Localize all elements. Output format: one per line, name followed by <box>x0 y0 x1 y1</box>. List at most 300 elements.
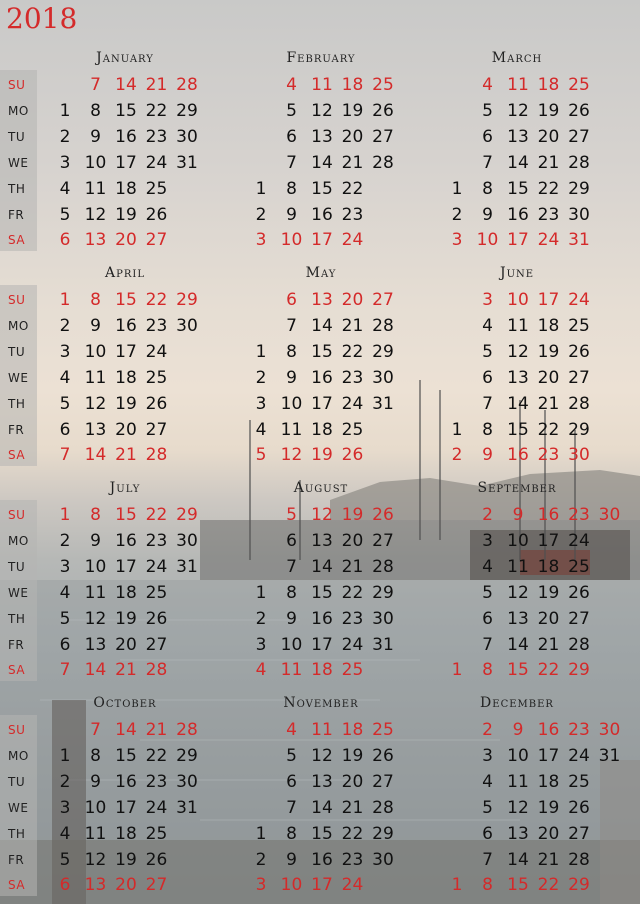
date-cell: 19 <box>115 608 137 629</box>
date-cell: 14 <box>84 660 107 681</box>
date-cell: 6 <box>286 290 297 310</box>
date-cell: 30 <box>598 505 621 525</box>
date-cell: 9 <box>90 530 101 551</box>
date-cell: 19 <box>537 341 560 362</box>
date-cell: 7 <box>286 556 297 577</box>
date-cell: 24 <box>341 230 364 251</box>
day-name-fr: FR <box>8 852 25 867</box>
date-cell: 18 <box>115 823 137 844</box>
date-cell: 11 <box>507 75 529 95</box>
date-cell: 11 <box>84 178 107 199</box>
day-name-sa: SA <box>8 233 26 248</box>
date-cell: 28 <box>176 75 198 95</box>
date-cell: 10 <box>280 634 303 655</box>
date-cell: 19 <box>115 204 137 225</box>
month-name-may: May <box>305 265 337 281</box>
date-cell: 2 <box>59 126 71 147</box>
date-cell: 3 <box>482 290 493 310</box>
date-cell: 11 <box>84 582 107 603</box>
date-cell: 28 <box>372 152 394 173</box>
date-cell: 22 <box>537 875 560 896</box>
date-cell: 22 <box>145 290 168 310</box>
date-cell: 13 <box>311 771 333 792</box>
date-cell: 24 <box>341 875 364 896</box>
date-cell: 6 <box>482 823 493 844</box>
date-cell: 15 <box>311 341 333 362</box>
date-cell: 17 <box>311 875 333 896</box>
date-cell: 31 <box>176 556 198 577</box>
date-cell: 7 <box>90 720 101 740</box>
date-cell: 31 <box>372 634 394 655</box>
date-cell: 16 <box>311 608 333 629</box>
date-cell: 6 <box>59 230 71 251</box>
date-cell: 27 <box>145 634 168 655</box>
date-cell: 23 <box>341 608 364 629</box>
date-cell: 22 <box>145 505 168 525</box>
date-cell: 3 <box>451 230 463 251</box>
date-cell: 25 <box>568 556 590 577</box>
date-cell: 4 <box>59 178 71 199</box>
date-cell: 25 <box>145 367 168 388</box>
date-cell: 19 <box>537 100 560 121</box>
date-cell: 6 <box>482 126 493 147</box>
date-cell: 7 <box>286 315 297 336</box>
date-cell: 4 <box>482 315 493 336</box>
date-cell: 31 <box>598 745 621 766</box>
date-cell: 6 <box>286 530 297 551</box>
date-cell: 21 <box>537 393 560 414</box>
date-cell: 28 <box>176 720 198 740</box>
date-cell: 2 <box>255 367 267 388</box>
date-cell: 19 <box>115 849 137 870</box>
date-cell: 19 <box>341 745 364 766</box>
month-name-february: February <box>286 50 356 66</box>
day-name-we: WE <box>8 370 29 385</box>
date-cell: 12 <box>84 849 107 870</box>
date-cell: 4 <box>59 823 71 844</box>
date-cell: 13 <box>84 419 107 440</box>
date-cell: 2 <box>482 720 493 740</box>
date-cell: 18 <box>311 419 333 440</box>
date-cell: 5 <box>286 100 297 121</box>
date-cell: 29 <box>176 505 198 525</box>
month-name-march: March <box>491 50 543 66</box>
date-cell: 15 <box>115 505 137 525</box>
date-cell: 14 <box>311 315 333 336</box>
date-cell: 24 <box>145 797 168 818</box>
date-cell: 4 <box>482 556 493 577</box>
date-cell: 10 <box>280 875 303 896</box>
date-cell: 24 <box>341 393 364 414</box>
date-cell: 20 <box>115 634 137 655</box>
date-cell: 2 <box>451 445 463 466</box>
date-cell: 2 <box>59 315 71 336</box>
date-cell: 15 <box>311 582 333 603</box>
date-cell: 16 <box>115 771 137 792</box>
day-name-tu: TU <box>8 129 26 144</box>
date-cell: 14 <box>507 849 529 870</box>
date-cell: 9 <box>482 204 493 225</box>
date-cell: 24 <box>537 230 560 251</box>
date-cell: 10 <box>280 230 303 251</box>
date-cell: 29 <box>372 341 394 362</box>
date-cell: 11 <box>280 660 303 681</box>
date-cell: 5 <box>59 608 71 629</box>
date-cell: 1 <box>59 100 71 121</box>
date-cell: 6 <box>286 771 297 792</box>
date-cell: 12 <box>507 341 529 362</box>
date-cell: 23 <box>341 849 364 870</box>
date-cell: 18 <box>537 315 560 336</box>
date-cell: 25 <box>341 419 364 440</box>
date-cell: 31 <box>176 152 198 173</box>
day-name-th: TH <box>8 826 26 841</box>
date-cell: 29 <box>568 875 590 896</box>
date-cell: 23 <box>537 445 560 466</box>
date-cell: 17 <box>537 530 560 551</box>
date-cell: 28 <box>372 556 394 577</box>
date-cell: 24 <box>568 530 590 551</box>
date-cell: 6 <box>286 126 297 147</box>
month-name-january: January <box>96 50 154 66</box>
date-cell: 3 <box>255 393 267 414</box>
date-cell: 8 <box>90 290 101 310</box>
date-cell: 25 <box>568 771 590 792</box>
date-cell: 5 <box>482 582 493 603</box>
date-cell: 26 <box>145 849 168 870</box>
date-cell: 28 <box>145 445 168 466</box>
date-cell: 23 <box>341 204 364 225</box>
day-name-th: TH <box>8 396 26 411</box>
date-cell: 5 <box>482 797 493 818</box>
month-name-june: June <box>499 265 535 281</box>
date-cell: 17 <box>537 745 560 766</box>
month-name-april: April <box>105 265 145 281</box>
date-cell: 27 <box>145 230 168 251</box>
date-cell: 19 <box>115 393 137 414</box>
date-cell: 10 <box>280 393 303 414</box>
date-cell: 26 <box>341 445 364 466</box>
day-name-su: SU <box>8 293 26 307</box>
day-name-fr: FR <box>8 637 25 652</box>
date-cell: 2 <box>482 505 493 525</box>
date-cell: 23 <box>568 505 590 525</box>
date-cell: 13 <box>507 126 529 147</box>
date-cell: 2 <box>451 204 463 225</box>
date-cell: 5 <box>482 100 493 121</box>
day-name-sa: SA <box>8 448 26 463</box>
date-cell: 14 <box>115 75 137 95</box>
date-cell: 17 <box>115 797 137 818</box>
date-cell: 1 <box>255 582 267 603</box>
date-cell: 30 <box>568 204 590 225</box>
date-cell: 11 <box>311 75 333 95</box>
date-cell: 9 <box>286 849 297 870</box>
date-cell: 8 <box>286 823 297 844</box>
date-cell: 5 <box>59 849 71 870</box>
date-cell: 12 <box>84 204 107 225</box>
date-cell: 27 <box>145 875 168 896</box>
date-cell: 9 <box>286 608 297 629</box>
date-cell: 26 <box>372 745 394 766</box>
date-cell: 20 <box>341 530 364 551</box>
date-cell: 13 <box>84 875 107 896</box>
date-cell: 17 <box>537 290 560 310</box>
date-cell: 10 <box>84 152 107 173</box>
date-cell: 5 <box>286 745 297 766</box>
date-cell: 21 <box>341 556 364 577</box>
date-cell: 30 <box>176 530 198 551</box>
date-cell: 16 <box>115 126 137 147</box>
date-cell: 26 <box>568 100 590 121</box>
date-cell: 6 <box>59 875 71 896</box>
date-cell: 4 <box>286 75 297 95</box>
date-cell: 17 <box>311 634 333 655</box>
month-name-december: December <box>480 695 554 711</box>
date-cell: 15 <box>507 178 529 199</box>
date-cell: 14 <box>311 152 333 173</box>
date-cell: 20 <box>115 419 137 440</box>
date-cell: 16 <box>115 530 137 551</box>
date-cell: 31 <box>372 393 394 414</box>
date-cell: 14 <box>84 445 107 466</box>
date-cell: 30 <box>176 126 198 147</box>
day-name-sa: SA <box>8 878 26 893</box>
date-cell: 27 <box>568 126 590 147</box>
date-cell: 5 <box>59 204 71 225</box>
date-cell: 4 <box>286 720 297 740</box>
date-cell: 29 <box>372 582 394 603</box>
date-cell: 1 <box>451 660 463 681</box>
day-name-th: TH <box>8 611 26 626</box>
date-cell: 17 <box>115 341 137 362</box>
date-cell: 20 <box>341 126 364 147</box>
date-cell: 11 <box>311 720 333 740</box>
date-cell: 28 <box>372 797 394 818</box>
date-cell: 17 <box>507 230 529 251</box>
date-cell: 24 <box>568 745 590 766</box>
date-cell: 13 <box>311 126 333 147</box>
date-cell: 3 <box>482 530 493 551</box>
date-cell: 3 <box>59 341 71 362</box>
date-cell: 3 <box>59 556 71 577</box>
date-cell: 12 <box>507 100 529 121</box>
date-cell: 26 <box>372 100 394 121</box>
day-name-we: WE <box>8 585 29 600</box>
date-cell: 11 <box>507 315 529 336</box>
date-cell: 6 <box>59 419 71 440</box>
date-cell: 4 <box>482 771 493 792</box>
date-cell: 7 <box>482 393 493 414</box>
date-cell: 22 <box>341 823 364 844</box>
date-cell: 8 <box>286 582 297 603</box>
date-cell: 11 <box>84 823 107 844</box>
date-cell: 30 <box>176 771 198 792</box>
date-cell: 23 <box>145 315 168 336</box>
date-cell: 9 <box>286 204 297 225</box>
date-cell: 15 <box>311 178 333 199</box>
date-cell: 29 <box>372 823 394 844</box>
date-cell: 19 <box>537 582 560 603</box>
date-cell: 18 <box>341 720 364 740</box>
date-cell: 16 <box>537 720 560 740</box>
date-cell: 19 <box>341 505 364 525</box>
date-cell: 26 <box>145 393 168 414</box>
date-cell: 13 <box>311 290 333 310</box>
date-cell: 7 <box>482 634 493 655</box>
day-name-mo: MO <box>8 748 29 763</box>
date-cell: 8 <box>286 341 297 362</box>
date-cell: 2 <box>59 530 71 551</box>
date-cell: 9 <box>286 367 297 388</box>
date-cell: 16 <box>507 445 529 466</box>
date-cell: 27 <box>145 419 168 440</box>
date-cell: 28 <box>568 152 590 173</box>
date-cell: 7 <box>59 660 71 681</box>
date-cell: 18 <box>311 660 333 681</box>
date-cell: 2 <box>255 204 267 225</box>
date-cell: 19 <box>341 100 364 121</box>
date-cell: 1 <box>451 178 463 199</box>
date-cell: 20 <box>537 367 560 388</box>
date-cell: 23 <box>145 126 168 147</box>
day-name-th: TH <box>8 181 26 196</box>
day-name-fr: FR <box>8 422 25 437</box>
day-name-mo: MO <box>8 103 29 118</box>
date-cell: 20 <box>537 823 560 844</box>
date-cell: 22 <box>145 100 168 121</box>
date-cell: 21 <box>537 152 560 173</box>
date-cell: 14 <box>311 797 333 818</box>
date-cell: 20 <box>537 608 560 629</box>
date-cell: 1 <box>59 745 71 766</box>
date-cell: 26 <box>568 797 590 818</box>
date-cell: 22 <box>341 178 364 199</box>
date-cell: 20 <box>115 875 137 896</box>
date-cell: 9 <box>90 315 101 336</box>
date-cell: 15 <box>507 419 529 440</box>
day-name-we: WE <box>8 800 29 815</box>
date-cell: 29 <box>568 178 590 199</box>
date-cell: 12 <box>507 797 529 818</box>
date-cell: 7 <box>482 849 493 870</box>
year-title: 2018 <box>6 2 78 35</box>
date-cell: 10 <box>476 230 499 251</box>
date-cell: 12 <box>84 393 107 414</box>
date-cell: 10 <box>84 797 107 818</box>
date-cell: 2 <box>255 608 267 629</box>
date-cell: 30 <box>372 367 394 388</box>
date-cell: 25 <box>372 75 394 95</box>
date-cell: 8 <box>482 178 493 199</box>
date-cell: 23 <box>145 771 168 792</box>
date-cell: 16 <box>507 204 529 225</box>
date-cell: 9 <box>512 505 524 525</box>
date-cell: 14 <box>507 634 529 655</box>
date-cell: 9 <box>512 720 524 740</box>
date-cell: 21 <box>115 660 137 681</box>
date-cell: 4 <box>482 75 493 95</box>
month-name-november: November <box>283 695 359 711</box>
date-cell: 29 <box>568 419 590 440</box>
date-cell: 22 <box>341 341 364 362</box>
date-cell: 17 <box>311 230 333 251</box>
date-cell: 10 <box>507 290 529 310</box>
date-cell: 21 <box>145 75 168 95</box>
date-cell: 7 <box>90 75 101 95</box>
day-name-su: SU <box>8 508 26 522</box>
date-cell: 1 <box>255 178 267 199</box>
date-cell: 27 <box>568 367 590 388</box>
date-cell: 20 <box>341 771 364 792</box>
date-cell: 28 <box>145 660 168 681</box>
date-cell: 16 <box>311 849 333 870</box>
date-cell: 20 <box>537 126 560 147</box>
date-cell: 24 <box>568 290 590 310</box>
date-cell: 9 <box>482 445 493 466</box>
date-cell: 4 <box>255 660 267 681</box>
date-cell: 7 <box>286 797 297 818</box>
date-cell: 9 <box>90 771 101 792</box>
day-name-tu: TU <box>8 774 26 789</box>
date-cell: 18 <box>341 75 364 95</box>
date-cell: 31 <box>176 797 198 818</box>
date-cell: 15 <box>507 875 529 896</box>
date-cell: 4 <box>59 367 71 388</box>
date-cell: 19 <box>311 445 333 466</box>
date-cell: 18 <box>115 178 137 199</box>
date-cell: 27 <box>372 126 394 147</box>
date-cell: 17 <box>115 556 137 577</box>
date-cell: 25 <box>568 315 590 336</box>
date-cell: 6 <box>482 608 493 629</box>
date-cell: 18 <box>115 582 137 603</box>
date-cell: 13 <box>311 530 333 551</box>
date-cell: 18 <box>537 556 560 577</box>
date-cell: 21 <box>341 315 364 336</box>
date-cell: 25 <box>145 823 168 844</box>
date-cell: 10 <box>507 530 529 551</box>
date-cell: 2 <box>59 771 71 792</box>
date-cell: 12 <box>311 745 333 766</box>
day-name-sa: SA <box>8 663 26 678</box>
date-cell: 21 <box>537 634 560 655</box>
date-cell: 2 <box>255 849 267 870</box>
date-cell: 23 <box>341 367 364 388</box>
date-cell: 26 <box>568 341 590 362</box>
date-cell: 29 <box>176 290 198 310</box>
date-cell: 8 <box>90 505 101 525</box>
date-cell: 23 <box>568 720 590 740</box>
date-cell: 27 <box>568 608 590 629</box>
day-name-mo: MO <box>8 533 29 548</box>
date-cell: 1 <box>59 505 71 525</box>
date-cell: 20 <box>341 290 364 310</box>
date-cell: 22 <box>145 745 168 766</box>
date-cell: 8 <box>90 100 101 121</box>
date-cell: 25 <box>568 75 590 95</box>
date-cell: 25 <box>145 582 168 603</box>
date-cell: 13 <box>507 367 529 388</box>
date-cell: 28 <box>372 315 394 336</box>
date-cell: 13 <box>507 823 529 844</box>
date-cell: 8 <box>286 178 297 199</box>
date-cell: 15 <box>115 100 137 121</box>
date-cell: 10 <box>84 341 107 362</box>
date-cell: 13 <box>84 634 107 655</box>
date-cell: 14 <box>115 720 137 740</box>
date-cell: 5 <box>59 393 71 414</box>
